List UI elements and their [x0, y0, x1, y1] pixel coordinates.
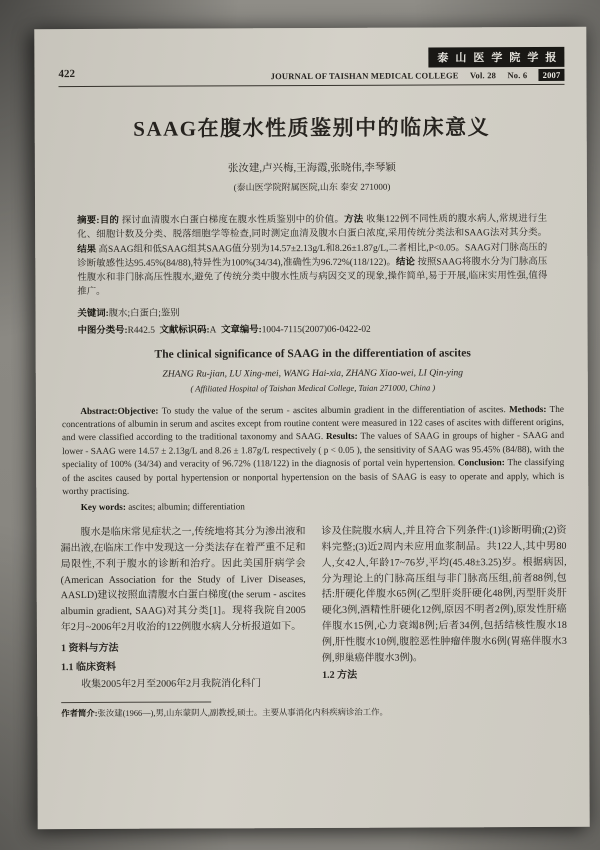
section-1-1-heading: 1.1 临床资料 — [61, 661, 117, 673]
article-id-label: 文章编号: — [221, 324, 262, 336]
authors-en: ZHANG Ru-jian, LU Xing-mei, WANG Hai-xia, ZHANG Xiao-wei, LI Qin-ying — [162, 368, 463, 380]
section-1-heading: 1 资料与方法 — [60, 642, 119, 654]
doc-code-value: A — [209, 325, 217, 336]
keywords-cn-text: 腹水;白蛋白;鉴别 — [108, 308, 180, 319]
classification-line — [78, 320, 548, 336]
keywords-cn — [77, 303, 547, 319]
abstract-results-cn: 高SAAG组和低SAAG组其SAAG值分别为14.57±2.13g/L和8.26±1.87g/L,二者相比,P<0.05。SAAG对门脉高压的诊断敏感性达95.45%(84/88),特异性为100%(34/34),准确性为96.72%(118/122)。 — [77, 242, 548, 269]
abstract-methods-cn: 收集122例不同性质的腹水病人,常规进行生化、细胞计数及分类、脱落细胞学等检查,同时测定血清及腹水白蛋白浓度,采用传统分类法和SAAG法对其分类。 — [77, 213, 548, 241]
keywords-cn-label: 关键词: — [77, 308, 109, 319]
abstract-objective-label-en: Objective: — [117, 405, 159, 416]
journal-header-block — [271, 47, 565, 81]
abstract-results-en: The values of SAAG in groups of higher - SAAG and lower - SAAG were 14.57 ± 2.13g/L and 8.26 ± 1.87g/L respectively ( p < 0.05 ), the sensitivity of SAAG was 95.45% (84/88), with the speciality of 100% (34/34) and veracity of 96.72% (118/122) in the diagnosis of portal vein hypertension. — [62, 430, 565, 470]
page-number: 422 — [58, 68, 75, 81]
clc-value: R442.5 — [127, 325, 155, 336]
abstract-conclusion-label-cn: 结论 — [395, 257, 416, 268]
abstract-cn — [77, 212, 547, 300]
author-bio — [61, 705, 567, 719]
abstract-results-label-cn: 结果 — [77, 244, 97, 255]
keywords-en-text: ascites; albumin; differentiation — [128, 501, 245, 512]
authors-cn: 张汝建,卢兴梅,王海霞,张晓伟,李琴颖 — [227, 162, 396, 175]
header-rule — [59, 84, 565, 87]
author-bio-label: 作者简介: — [61, 709, 98, 719]
abstract-methods-label-en: Methods: — [509, 403, 547, 414]
journal-issue: No. 6 — [507, 70, 528, 81]
page-header — [58, 47, 564, 82]
journal-name-cn: 泰山医学院学报 — [428, 47, 564, 68]
body-columns — [60, 523, 567, 693]
author-bio-text: 张汝建(1966—),男,山东蒙阴人,副教授,硕士。主要从事消化内科疾病诊治工作。 — [97, 707, 388, 719]
abstract-objective-cn: 探讨血清腹水白蛋白梯度在腹水性质鉴别中的价值。 — [121, 214, 345, 226]
article-id-value: 1004-7115(2007)06-0422-02 — [261, 324, 371, 335]
abstract-conclusion-en: The classifying of the ascites caused by portal hypertension or nonportal hypertension on the basis of SAAG is easy to operate and apply, which is worthy practising. — [62, 457, 565, 496]
journal-volume: Vol. 28 — [469, 70, 497, 81]
journal-year-badge: 2007 — [539, 69, 565, 81]
journal-name-en: JOURNAL OF TAISHAN MEDICAL COLLEGE — [270, 70, 459, 82]
affiliation-cn: (泰山医学院附属医院,山东 泰安 271000) — [233, 181, 391, 193]
doc-code-label: 文献标识码: — [159, 325, 210, 336]
section-1-1-text-right: 诊及住院腹水病人,并且符合下列条件:(1)诊断明确;(2)资料完整;(3)近2周内未应用血浆制品。共122人,其中男80人,女42人,年龄17~76岁,平均(45.48±3.25)岁。根据病因,分为理论上的门脉高压组与非门脉高压组,前者88例,包括:肝硬化伴腹水65例(乙型肝炎肝硬化48例,丙型肝炎肝硬化3例,酒精性肝硬化12例,原因不明者2例),原发性肝癌伴腹水15例,心力衰竭8例;后者34例,包括结核性腹水18例,肝性腹水10例,腹腔恶性肿瘤伴腹水6例(胃癌伴腹水3例,卵巢癌伴腹水3例)。 — [321, 525, 567, 664]
abstract-conclusion-label-en: Conclusion: — [457, 457, 505, 468]
abstract-en — [62, 403, 564, 499]
abstract-methods-label-cn: 方法 — [344, 214, 364, 225]
right-column — [321, 523, 567, 692]
article-title-en: The clinical significance of SAAG in the differentiation of ascites — [154, 347, 471, 361]
abstract-conclusion-cn: 按照SAAG将腹水分为门脉高压性腹水和非门脉高压性腹水,避免了传统分类中腹水性质与病因交叉的现象,操作简单,易于开展,临床实用性强,值得推广。 — [77, 256, 548, 298]
section-1-2-heading: 1.2 方法 — [322, 670, 358, 682]
abstract-cn-label: 摘要: — [77, 215, 100, 227]
abstract-objective-label-cn: 目的 — [99, 215, 120, 226]
keywords-en — [62, 500, 564, 512]
section-1-1-text-left: 收集2005年2月至2006年2月我院消化科门 — [81, 678, 262, 691]
footnote-rule — [61, 702, 211, 704]
abstract-results-label-en: Results: — [325, 431, 358, 442]
left-column — [60, 524, 306, 693]
abstract-objective-en: To study the value of the serum - ascites albumin gradient in the differentiation of ascites. — [161, 403, 506, 416]
abstract-methods-en: The concentrations of albumin in serum and ascites except from routine content were measured in 122 cases of ascites with different origins, and were classified according to the traditional taxonomy and SAAG. — [61, 403, 564, 443]
affiliation-en: ( Affiliated Hospital of Taishan Medical College, Taian 271000, China ) — [190, 382, 436, 394]
intro-paragraph: 腹水是临床常见症状之一,传统地将其分为渗出液和漏出液,在临床工作中发现这一分类法存在着严重不足和局限性,不利于腹水的诊断和治疗。因此美国肝病学会(American Association for the Study of Liver Diseases, AASLD)建议按照血清腹水白蛋白梯度(the serum - ascites albumin gradient, SAAG)对其分类[1]。现将我院自2005年2月~2006年2月收治的122例腹水病人分析报道如下。 — [60, 526, 306, 634]
paper-page — [34, 27, 589, 829]
article-title-cn: SAAG在腹水性质鉴别中的临床意义 — [133, 115, 491, 141]
keywords-en-label: Key words: — [80, 502, 126, 513]
abstract-en-label: Abstract: — [80, 405, 118, 416]
journal-line-en — [271, 70, 565, 81]
page-footer — [61, 700, 567, 719]
clc-label: 中图分类号: — [77, 325, 128, 336]
